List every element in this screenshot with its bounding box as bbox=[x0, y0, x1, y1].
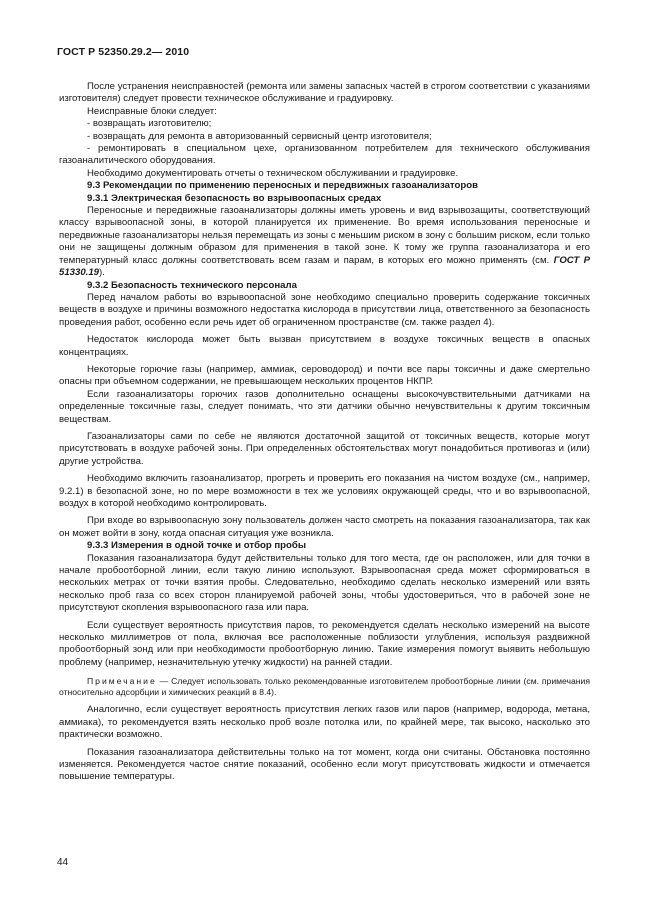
paragraph: Недостаток кислорода может быть вызван присутствием в воздухе токсичных веществ в опасных концентрациях. bbox=[59, 334, 590, 358]
paragraph: Необходимо включить газоанализатор, прогреть и проверить его показания на чистом воздухе (см., например, 9.2.1) в безопасной зоне, но по мере возможности в тех же условиях окружающей среды, что и во взрывоопасной, воздух в которой необходимо контролировать. bbox=[59, 473, 590, 509]
paragraph: Некоторые горючие газы (например, аммиак, сероводород) и почти все пары токсичны и даже смертельно опасны при объемном содержании, не превышающем нескольких процентов НКПР. bbox=[59, 363, 590, 388]
paragraph: При входе во взрывоопасную зону пользователь должен часто смотреть на показания газоанализатора, так как он может войти в зону, когда опасная ситуация уже возникла. bbox=[59, 515, 590, 539]
paragraph: Неисправные блоки следует: bbox=[87, 105, 217, 117]
note-text: — Следует использовать только рекомендованные изготовителем пробоотборные линии (см. примечания относительно адсорбции и химических реакций в 8.4). bbox=[59, 676, 590, 698]
list-item: - ремонтировать в специальном цехе, организованном потребителем для технического обслуживания газоаналитического оборудования. bbox=[59, 143, 590, 167]
list-item: - возвращать для ремонта в авторизованный сервисный центр изготовителя; bbox=[87, 130, 432, 142]
subsection-heading-9-3-1: 9.3.1 Электрическая безопасность во взрывоопасных средах bbox=[87, 192, 382, 204]
paragraph: Необходимо документировать отчеты о техническом обслуживании и градуировке. bbox=[87, 167, 459, 179]
paragraph: Газоанализаторы сами по себе не являются достаточной защитой от токсичных веществ, которые могут присутствовать в воздухе рабочей зоны. При определенных обстоятельствах могут понадобиться противогаз и (или) другие устройства. bbox=[59, 430, 590, 467]
subsection-heading-9-3-3: 9.3.3 Измерения в одной точке и отбор пробы bbox=[87, 540, 307, 552]
subsection-heading-9-3-2: 9.3.2 Безопасность технического персонала bbox=[87, 279, 297, 291]
standard-header: ГОСТ Р 52350.29.2— 2010 bbox=[57, 46, 190, 58]
paragraph-text-end: ). bbox=[99, 267, 105, 279]
paragraph: Показания газоанализатора действительны только на тот момент, когда они считаны. Обстановка постоянно изменяется. Рекомендуется частое снятие показаний, особенно если могут присутствовать жидкости и отмечается повышение температуры. bbox=[59, 746, 590, 783]
paragraph: После устранения неисправностей (ремонта или замены запасных частей в строгом соответствии с указаниями изготовителя) следует провести техническое обслуживание и градуировку. bbox=[59, 81, 590, 105]
paragraph: Перед началом работы во взрывоопасной зоне необходимо специально проверить содержание токсичных веществ в воздухе и причины возможного недостатка кислорода в присутствии лица, ответственного за безопасность проведения работ, особенно если речь идет об ограниченном пространстве (см. также раздел 4). bbox=[59, 291, 590, 328]
paragraph-text: Переносные и передвижные газоанализаторы должны иметь уровень и вид взрывозащиты, соответствующий классу взрывоопасной зоны, в которой планируется их применение. Во время использования переносные и передвижные газоанализаторы нельзя перемещать из зоны с меньшим риском в зону с большим риском, если только они не защищены должным образом для применения в такой зоне. К тому же группа газоанализатора и его температурный класс должны соответствовать всем газам и парам, в которых его можно применять (см. bbox=[59, 205, 590, 266]
paragraph: Показания газоанализатора будут действительны только для того места, где он расположен, или для точки в начале пробоотборной линии, если такую линию используют. Взрывоопасная среда может сформироваться в нескольких метрах от точки взятия пробы. Следовательно, необходимо сделать несколько измерений или взять несколько проб газа со всех сторон планируемой рабочей зоны, чтобы удостовериться, что в рабочей зоне не присутствуют скопления взрывоопасного газа или пара. bbox=[59, 552, 590, 614]
list-item: - возвращать изготовителю; bbox=[87, 118, 212, 130]
paragraph: Если существует вероятность присутствия паров, то рекомендуется сделать несколько измерений на высоте несколько миллиметров от пола, включая все расположенные поблизости углубления, используя раздвижной пробоотборный зонд или при необходимости пробоотборную линию. Такие измерения помогут выявить небольшую проблему (например, незначительную утечку жидкости) на ранней стадии. bbox=[59, 619, 590, 668]
paragraph: Аналогично, если существует вероятность присутствия легких газов или паров (например, водорода, метана, аммиака), то рекомендуется взять несколько проб возле потолка или, по крайней мере, так высоко, насколько это практически возможно. bbox=[59, 704, 590, 741]
note-label: Примечание bbox=[87, 676, 157, 687]
note bbox=[59, 676, 590, 698]
paragraph: Если газоанализаторы горючих газов дополнительно оснащены высокочувствительными датчиками на определенные токсичные газы, следует понимать, что эти датчики обычно нечувствительны к другим токсичным веществам. bbox=[59, 388, 590, 425]
standard-reference-link: ГОСТ Р 51330.19 bbox=[59, 254, 590, 279]
section-heading-9-3: 9.3 Рекомендации по применению переносных и передвижных газоанализаторов bbox=[87, 180, 478, 192]
paragraph bbox=[59, 205, 590, 279]
page-number: 44 bbox=[57, 857, 69, 868]
page-body bbox=[59, 81, 590, 784]
